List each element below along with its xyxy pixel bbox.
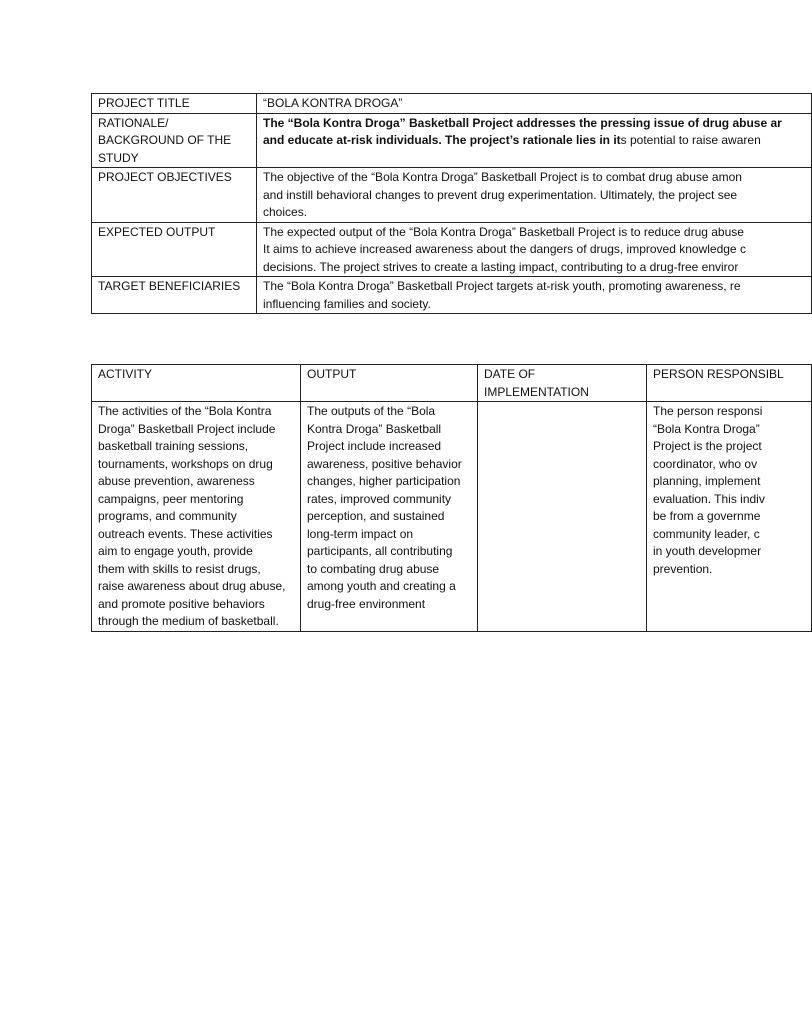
- rationale-label-line: STUDY: [98, 150, 139, 165]
- output-line: long-term impact on: [307, 526, 414, 541]
- output-line: drug-free environment: [307, 596, 426, 611]
- target-beneficiaries-label: TARGET BENEFICIARIES: [92, 277, 257, 314]
- expected-output-text-line: decisions. The project strives to create a lasting impact, contributing to a drug-free enviror: [263, 259, 739, 274]
- output-line: to combating drug abuse: [307, 561, 440, 576]
- table-row: [92, 113, 812, 168]
- activity-line: aim to engage youth, provide: [98, 544, 253, 558]
- output-line: The outputs of the “Bola: [307, 404, 436, 418]
- table-row: [92, 277, 812, 314]
- person-header: PERSON RESPONSIBL: [647, 365, 812, 402]
- person-line: “Bola Kontra Droga”: [653, 421, 760, 436]
- activity-line: raise awareness about drug abuse,: [98, 579, 286, 593]
- rationale-label-line: BACKGROUND OF THE: [98, 133, 232, 147]
- rationale-text-bold: and educate at-risk individuals. The project’s rationale lies in it: [263, 133, 621, 147]
- output-cell: [301, 402, 478, 632]
- activity-line: campaigns, peer mentoring: [98, 491, 244, 506]
- rationale-text-rest: s potential to raise awaren: [620, 133, 761, 147]
- beneficiaries-text-line: influencing families and society.: [263, 296, 431, 311]
- objectives-text-line: choices.: [263, 205, 308, 219]
- rationale-value: [257, 113, 812, 168]
- table-row: [92, 222, 812, 277]
- activity-line: abuse prevention, awareness: [98, 474, 255, 488]
- rationale-label: [92, 113, 257, 168]
- expected-output-value: [257, 222, 812, 277]
- activity-line: them with skills to resist drugs,: [98, 561, 261, 576]
- activity-line: The activities of the “Bola Kontra: [98, 404, 272, 418]
- table-header-row: [92, 365, 812, 402]
- output-line: awareness, positive behavior: [307, 456, 462, 471]
- activity-line: and promote positive behaviors: [98, 596, 265, 611]
- objectives-text-line: The objective of the “Bola Kontra Droga” Basketball Project is to combat drug abuse amon: [263, 170, 742, 184]
- output-line: participants, all contributing: [307, 544, 453, 558]
- objectives-text-line: and instill behavioral changes to prevent drug experimentation. Ultimately, the project see: [263, 187, 738, 202]
- person-line: The person responsi: [653, 404, 763, 418]
- project-summary-table: [91, 93, 812, 314]
- person-line: Project is the project: [653, 439, 762, 453]
- output-line: Kontra Droga” Basketball: [307, 421, 442, 436]
- objectives-value: [257, 168, 812, 223]
- activity-line: programs, and community: [98, 509, 237, 523]
- table-row: [92, 402, 812, 632]
- person-line: prevention.: [653, 561, 713, 576]
- date-header-line: IMPLEMENTATION: [484, 384, 589, 399]
- output-line: among youth and creating a: [307, 579, 456, 593]
- person-cell: [647, 402, 812, 632]
- rationale-label-line: RATIONALE/: [98, 115, 169, 130]
- date-header-line: DATE OF: [484, 367, 536, 381]
- activity-header: ACTIVITY: [92, 365, 301, 402]
- project-title-label: PROJECT TITLE: [92, 94, 257, 114]
- activity-line: basketball training sessions,: [98, 439, 249, 453]
- person-line: in youth developmer: [653, 544, 762, 558]
- expected-output-label: EXPECTED OUTPUT: [92, 222, 257, 277]
- activity-line: tournaments, workshops on drug: [98, 456, 273, 471]
- output-line: changes, higher participation: [307, 474, 461, 488]
- activity-line: outreach events. These activities: [98, 526, 273, 541]
- table-row: [92, 168, 812, 223]
- output-line: Project include increased: [307, 439, 442, 453]
- expected-output-text-line: It aims to achieve increased awareness about the dangers of drugs, improved knowledge c: [263, 242, 746, 256]
- output-header: OUTPUT: [301, 365, 478, 402]
- output-line: perception, and sustained: [307, 509, 445, 523]
- date-header: [478, 365, 647, 402]
- activity-line: Droga” Basketball Project include: [98, 421, 276, 436]
- person-line: community leader, c: [653, 526, 760, 541]
- table-row: [92, 94, 812, 114]
- activity-cell: [92, 402, 301, 632]
- person-line: planning, implement: [653, 474, 761, 488]
- activity-plan-table: [91, 364, 812, 632]
- rationale-text-line: [263, 132, 805, 150]
- person-line: evaluation. This indiv: [653, 491, 765, 506]
- target-beneficiaries-value: [257, 277, 812, 314]
- output-line: rates, improved community: [307, 491, 452, 506]
- expected-output-text-line: The expected output of the “Bola Kontra Droga” Basketball Project is to reduce drug abuse: [263, 224, 744, 239]
- activity-line: through the medium of basketball.: [98, 614, 279, 628]
- date-cell: [478, 402, 647, 632]
- person-line: coordinator, who ov: [653, 456, 758, 471]
- project-title-value: “BOLA KONTRA DROGA”: [257, 94, 812, 114]
- rationale-text-line: The “Bola Kontra Droga” Basketball Project addresses the pressing issue of drug abuse ar: [263, 115, 782, 130]
- person-line: be from a governme: [653, 509, 761, 523]
- beneficiaries-text-line: The “Bola Kontra Droga” Basketball Project targets at-risk youth, promoting awareness, re: [263, 279, 741, 293]
- objectives-label: PROJECT OBJECTIVES: [92, 168, 257, 223]
